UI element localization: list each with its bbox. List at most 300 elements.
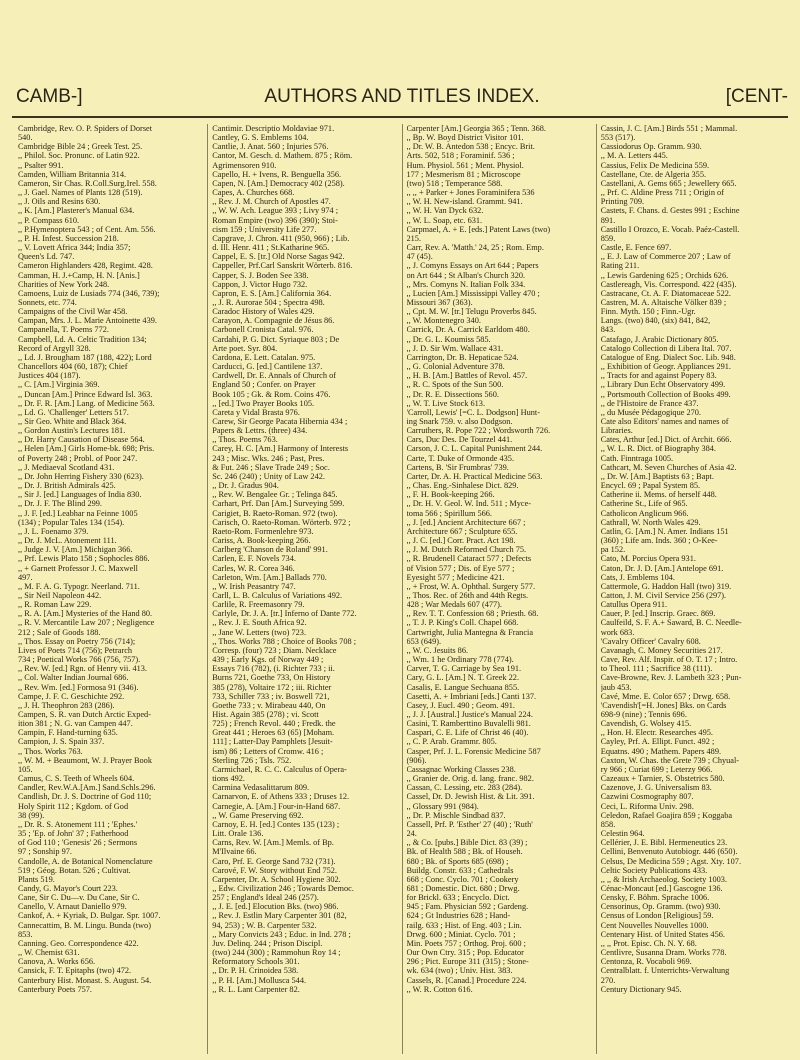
index-entry: ,, Dr. J. McL. Atonement 111.	[18, 536, 117, 546]
index-entry: ,, F. H. Book-keeping 266.	[406, 490, 495, 500]
index-entry: ,, W. Chemist 631.	[18, 948, 80, 958]
index-entry: ,, Rev. W. Bengalee Gr. ; Telinga 845.	[212, 490, 338, 500]
index-entry: ,, W. Montenegro 340.	[406, 316, 481, 326]
index-entry: Charities of New York 248.	[18, 279, 110, 289]
index-entry: Cate also Editors' names and names of	[600, 417, 729, 426]
index-entry: Censorinus, Op. Gramm. (two) 930.	[600, 902, 721, 912]
index-entry: Candy, G. Mayor's Court 223.	[18, 883, 118, 893]
index-entry: ,, Rev. J. Estlin Mary Carpenter 301 (82,	[212, 911, 347, 921]
index-entry: Capello, H. + Ivens, R. Benguella 356.	[212, 169, 342, 179]
index-entry: Castets, F. Chans. d. Gestes 991 ; Eschine	[600, 206, 740, 216]
index-entry: Carew, Sir George Pacata Hibernia 434 ;	[212, 417, 348, 426]
index-entry: ,, J. F. [ed.] Leabhar na Feinne 1005	[18, 508, 138, 518]
index-entry: ,, Jane W. Letters (two) 723.	[212, 627, 307, 637]
index-entry: Centlivre, Susanna Dram. Works 778.	[600, 948, 727, 958]
index-entry: 843.	[600, 325, 616, 335]
index-entry: ,, Sir J. [ed.] Languages of India 830.	[18, 490, 142, 500]
index-entry: d. Ill. Henr. 411 ; St.Katharine 965.	[212, 243, 330, 253]
index-entry: Carlen, E. F. Novels 734.	[212, 554, 296, 564]
index-entry: wk. 634 (two) ; Univ. Hist. 383.	[406, 966, 513, 976]
index-entry: ,, Duncan [Am.] Prince Edward Isl. 363.	[18, 389, 153, 399]
index-entry: Cansick, F. T. Epitaphs (two) 472.	[18, 966, 132, 976]
index-entry: Record of Argyll 328.	[18, 343, 91, 353]
index-entry: Campe, J. F. C. Geschichte 292.	[18, 691, 125, 701]
index-column-1	[14, 124, 207, 1054]
index-entry: 'Cavalry Officer' Cavalry 608.	[600, 636, 701, 646]
index-entry: ,, & Co. [pubs.] Bible Dict. 83 (39) ;	[406, 838, 528, 848]
index-entry: of Poverty 248 ; Probl. of Poor 247.	[18, 453, 138, 463]
index-entry: Cassan, C. Lessing, etc. 283 (284).	[406, 783, 523, 793]
index-entry: ,, Dr. J. British Admirals 425.	[18, 481, 116, 491]
index-entry: Carhart, Prf. Dan [Am.] Surveying 599.	[212, 499, 345, 509]
index-entry: Castren, M. A. Altaische Völker 839 ;	[600, 297, 727, 307]
index-entry: pa 152.	[600, 545, 626, 555]
index-entry: ,, Dr. W. [Am.] Baptists 63 ; Bapt.	[600, 471, 714, 481]
index-entry: Cassel, Dr. D. Jewish Hist. & Lit. 391.	[406, 792, 535, 802]
index-entry: Cauer, P. [ed.] Inscrip. Graec. 869.	[600, 609, 716, 619]
index-entry: 653 (649).	[406, 636, 442, 646]
index-entry: ,, Dr. P. Mischle Sindbad 837.	[406, 810, 506, 820]
index-entry: ,, R. C. Spots of the Sun 500.	[406, 380, 504, 390]
index-entry: ,, Dr. John Herring Fishery 330 (623).	[18, 471, 144, 481]
index-entry: ,, Prf. Lewis Plato 158 ; Sophocles 886.	[18, 554, 150, 564]
index-entry: ,, ,, + Parker + Jones Foraminifera 536	[406, 188, 535, 198]
index-entry: ,, Gordon Austin's Lectures 181.	[18, 426, 126, 436]
index-entry: 385 (278), Voltaire 172 ; iii. Richter	[212, 682, 332, 692]
index-entry: 257 ; England's Ideal 246 (257).	[212, 893, 319, 903]
index-entry: Our Own Ctry. 315 ; Pop. Educator	[406, 948, 524, 958]
index-entry: ,, Thos. Essay on Poetry 756 (714);	[18, 636, 136, 646]
index-entry: Bk. of Health 588 ; Bk. of Househ.	[406, 847, 523, 857]
index-entry: Carleton, Wm. [Am.] Ballads 770.	[212, 572, 327, 582]
index-entry: ,, Hon. H. Electr. Researches 495.	[600, 728, 713, 738]
index-entry: to Theol. 111 ; Sacrifice 38 (111).	[600, 664, 713, 674]
index-entry: ,, E. J. Law of Commerce 207 ; Law of	[600, 252, 731, 262]
index-entry: Rating 211.	[600, 261, 640, 271]
index-entry: Census of London [Religious] 59.	[600, 911, 714, 921]
index-entry: Celestin 964.	[600, 829, 645, 839]
index-entry: Catlin, G. [Am.] N. Amer. Indians 151	[600, 526, 729, 536]
index-entry: Finn. Myth. 150 ; Finn.-Ugr.	[600, 307, 696, 317]
index-entry: Burns 721, Goethe 733, On History	[212, 673, 331, 683]
index-entry: M'Ilvaine 66.	[212, 847, 257, 857]
index-entry: Campion, J. S. Spain 337.	[18, 737, 105, 747]
index-entry: ,, R. V. Mercantile Law 207 ; Negligence	[18, 618, 155, 628]
index-entry: ,, J. D. Sir Wm. Wallace 431.	[406, 343, 504, 353]
index-entry: Cardwell, Dr. E. Annals of Church of	[212, 371, 336, 381]
index-entry: railg. 633 ; Hist. of Eng. 403 ; Lin.	[406, 920, 522, 930]
index-entry: ,, Rev. W. [ed.] Rgn. of Henry vii. 413.	[18, 664, 147, 674]
index-entry: ,, Mrs. Comyns N. Italian Folk 334.	[406, 279, 526, 289]
index-entry: (134) ; Popular Tales 134 (154).	[18, 517, 125, 527]
index-entry: ,, + Garnett Professor J. C. Maxwell	[18, 563, 138, 573]
index-entry: 680 ; Bk. of Sports 685 (698) ;	[406, 856, 509, 866]
index-entry: 270.	[600, 975, 616, 985]
index-entry: ism) 86 ; Letters of Cromw. 416 ;	[212, 746, 324, 756]
index-entry: ,, J. E. [ed.] Elocution Bks. (two) 986.	[212, 902, 339, 912]
index-entry: ry 966 ; Curiat 699 ; Leterzy 966.	[600, 764, 713, 774]
index-entry: ,, Tracts for and against Popery 83.	[600, 371, 717, 381]
index-entry: 668 ; Conc. Cyclo. 701 ; Cookery	[406, 874, 519, 884]
index-entry: Cantor, M. Gesch. d. Mathem. 875 ; Röm.	[212, 151, 353, 161]
index-entry: Goethe 733 ; v. Mirabeau 440, On	[212, 700, 326, 710]
index-entry: Candler, Rev.W.A.[Am.] Sand.Schls.296.	[18, 783, 156, 793]
index-entry: ,, Dr. W. B. Antedon 538 ; Encyc. Brit.	[406, 142, 535, 152]
index-entry: Capes, A. Churches 668.	[212, 188, 295, 198]
index-entry: Sterling 726 ; Tsls. 752.	[212, 755, 292, 765]
index-entry: ,, V. Lovett Africa 344; India 357;	[18, 243, 131, 253]
index-entry: Encycl. 69 ; Papal System 85.	[600, 481, 701, 491]
index-entry: ,, Prf. C. Aldine Press 711 ; Origin of	[600, 188, 724, 198]
index-entry: Candlish, Dr. J. S. Doctrine of God 110;	[18, 792, 152, 802]
index-entry: Cankof, A. + Kyriak, D. Bulgar. Spr. 1007.	[18, 911, 161, 921]
index-entry: Carver, T. G. Carriage by Sea 191.	[406, 664, 522, 674]
index-entry: Cent Nouvelles Nouvelles 1000.	[600, 920, 709, 930]
index-entry: Cassagnac Working Classes 238.	[406, 764, 516, 774]
index-entry: Campaigns of the Civil War 458.	[18, 307, 128, 317]
index-entry: Campin, F. Hand-turning 635.	[18, 728, 118, 738]
index-entry: Campen, S. R. van Dutch Arctic Exped-	[18, 710, 151, 719]
index-entry: Capron, E. S. [Am.] California 364.	[212, 288, 332, 298]
index-entry: ,, W. C. Jesuits 86.	[406, 645, 469, 655]
index-entry: ,, Bp. W. Boyd District Visitor 101.	[406, 133, 524, 143]
index-entry: Arts. 502, 518 ; Foraminif. 536 ;	[406, 151, 515, 161]
index-entry: Holy Spirit 112 ; Kgdom. of God	[18, 801, 129, 811]
index-entry: Carové, F. W. Story without End 752.	[212, 865, 337, 875]
index-entry: ,, Thos. Poems 763.	[212, 435, 278, 445]
index-entry: toma 566 ; Spirillum 566.	[406, 508, 493, 518]
index-entry: Castellane, Cte. de Algeria 355.	[600, 169, 707, 179]
index-entry: 177 ; Mesmerism 81 ; Microscope	[406, 169, 521, 179]
index-entry: Great 441 ; Heroes 63 (65) [Moham.	[212, 728, 335, 738]
index-entry: ,, H. B. [Am.] Battles of Revol. 457.	[406, 371, 528, 381]
index-entry: 439 ; Early Kgs. of Norway 449 ;	[212, 655, 324, 665]
index-entry: ,, R. Roman Law 229.	[18, 600, 92, 610]
index-entry: Catalogue of Eng. Dialect Soc. Lib. 948.	[600, 352, 736, 362]
index-entry: ,, Chas. Eng.-Sinhalese Dict. 829.	[406, 481, 519, 491]
index-entry: Min. Poets 757 ; Orthog. Proj. 600 ;	[406, 938, 526, 948]
index-entry: Carruthers, R. Pope 722 ; Wordsworth 726.	[406, 426, 551, 436]
index-entry: ,, J. Gael. Names of Plants 128 (519).	[18, 188, 143, 198]
index-entry: ,, W. R. Cotton 616.	[406, 984, 473, 994]
index-entry: ,, Judge J. V. [Am.] Michigan 366.	[18, 545, 133, 555]
index-entry: 858.	[600, 819, 616, 829]
index-entry: ,, Thos. Works 788 ; Choice of Books 708 ;	[212, 636, 357, 646]
index-entry: Carmichael, R. C. C. Calculus of Opera-	[212, 764, 347, 774]
index-entry: ,, Edw. Civilization 246 ; Towards Democ.	[212, 883, 354, 893]
index-entry: 540.	[18, 133, 33, 143]
index-entry: tions 492.	[212, 774, 245, 784]
index-entry: Celsus, De Medicina 559 ; Agst. Xty. 107.	[600, 856, 742, 866]
index-entry: ,, M. F. A. G. Typogr. Neerland. 711.	[18, 581, 140, 591]
index-entry: Careta y Vidal Brasta 976.	[212, 407, 300, 417]
index-entry: Plants 519.	[18, 874, 55, 884]
index-entry: Carll, L. B. Calculus of Variations 492.	[212, 590, 343, 600]
index-entry: Cattermole, G. Haddon Hall (two) 319.	[600, 581, 732, 591]
index-entry: Canterbury Poets 757.	[18, 984, 92, 994]
index-entry: ,, Glossary 991 (984).	[406, 801, 479, 811]
index-entry: Casper, Prf. J. L. Forensic Medicine 587	[406, 746, 541, 756]
index-entry: Cambridge, Rev. O. P. Spiders of Dorset	[18, 124, 153, 133]
index-entry: 519 ; Géog. Botan. 526 ; Cultivat.	[18, 865, 131, 875]
index-entry: 733, Schiller 733 ; iv. Boswell 721,	[212, 691, 330, 701]
header-right-range: [CENT-	[725, 86, 788, 107]
index-entry: Canova, A. Works 656.	[18, 957, 96, 967]
index-entry: Carles, W. R. Corea 346.	[212, 563, 295, 573]
index-entry: Cave-Browne, Rev. J. Lambeth 323 ; Pun-	[600, 673, 742, 683]
index-entry: Carrington, Dr. B. Hepaticae 524.	[406, 352, 519, 362]
index-entry: Centonza, R. Vocaboli 969.	[600, 957, 692, 967]
index-entry: Capen, N. [Am.] Democracy 402 (258).	[212, 178, 345, 188]
index-entry: Carlberg 'Chanson de Roland' 991.	[212, 545, 328, 555]
index-entry: 94, 253) ; W. B. Carpenter 532.	[212, 920, 317, 930]
index-entry: ,, [ed.] Two Prayer Books 105.	[212, 398, 315, 408]
index-entry: Carpenter, Dr. A. School Hygiene 302.	[212, 874, 341, 884]
index-entry: Cassell, Prf. P. 'Esther' 27 (40) ; 'Ruth'	[406, 819, 533, 829]
index-entry: Cappeller, Prf.Carl Sanskrit Wörterb. 816.	[212, 261, 353, 271]
index-entry: Buildg. Constr. 633 ; Cathedrals	[406, 865, 514, 875]
index-entry: ,, Ld. G. 'Challenger' Letters 517.	[18, 407, 129, 417]
index-entry: ,, W. H. Van Dyck 632.	[406, 206, 484, 216]
index-entry: Carpenter [Am.] Georgia 365 ; Tenn. 368.	[406, 124, 546, 133]
index-entry: Carisch, O. Raeto-Roman. Wörterb. 972 ;	[212, 517, 351, 527]
index-entry: ition 381 ; N. G. van Campen 447.	[18, 719, 133, 729]
index-entry: Cane, Sir C. Du—v. Du Cane, Sir C.	[18, 893, 140, 903]
index-entry: Candolle, A. de Botanical Nomenclature	[18, 856, 153, 866]
index-entry: ,, P. H. [Am.] Mollusca 544.	[212, 975, 307, 985]
index-entry: ,, J. Comyns Essays on Art 644 ; Papers	[406, 261, 539, 271]
index-entry: Roman Empire (two) 396 (390); Stoi-	[212, 215, 338, 225]
index-entry: Cavé, Mme. E. Color 657 ; Drwg. 658.	[600, 691, 731, 701]
index-entry: ,, ,, Prot. Episc. Ch. N. Y. 68.	[600, 938, 697, 948]
index-entry: 97 ; Sonship 97.	[18, 847, 72, 857]
index-entry: 243 ; Misc. Wks. 246 ; Past, Pres.	[212, 453, 325, 463]
index-entry: Langs. (two) 840, (six) 841, 842,	[600, 316, 711, 326]
index-entry: ,, J. [ed.] Ancient Architecture 667 ;	[406, 517, 526, 527]
index-entry: Castillo I Orozco, E. Vocab. Paéz-Castell.	[600, 224, 740, 234]
index-entry: Cantlie, J. Anat. 560 ; Injuries 576.	[212, 142, 329, 152]
index-entry: Cats, J. Emblems 104.	[600, 572, 675, 582]
index-entry: ,, W. T. Live Stock 613.	[406, 398, 486, 408]
index-entry: Campanella, T. Poems 772.	[18, 325, 109, 335]
index-entry: Century Dictionary 945.	[600, 984, 682, 994]
index-entry: Carpmael, A. + E. [eds.] Patent Laws (two)	[406, 224, 551, 234]
index-entry: cism 159 ; University Life 277.	[212, 224, 317, 234]
index-column-3	[402, 124, 596, 1054]
index-entry: Ceci, L. Riforma Univ. 298.	[600, 801, 694, 811]
index-entry: ,, Rev. J. M. Church of Apostles 47.	[212, 197, 331, 207]
index-entry: Catton, J. M. Civil Service 256 (297).	[600, 590, 727, 600]
index-entry: Celtic Society Publications 433.	[600, 865, 708, 875]
index-entry: Queen's Ld. 747.	[18, 252, 75, 262]
index-entry: Caulfeild, S. F. A.+ Saward, B. C. Needle-	[600, 618, 742, 628]
index-entry: Cartwright, Julia Mantegna & Francia	[406, 627, 533, 637]
index-entry: 38 (99).	[18, 810, 45, 820]
index-entry: Castle, E. Fence 697.	[600, 243, 672, 253]
index-entry: Capper, S. J. Boden See 338.	[212, 270, 309, 280]
index-entry: Caton, Dr. J. D. [Am.] Antelope 691.	[600, 563, 724, 573]
index-entry: Architecture 667 ; Sculpture 655.	[406, 526, 518, 536]
index-entry: Carbonell Cronista Catal. 976.	[212, 325, 314, 335]
index-column-4	[596, 124, 790, 1054]
index-entry: ,, W. W. Ach. League 393 ; Livy 974 ;	[212, 206, 339, 216]
index-entry: Cato, M. Porcius Opera 931.	[600, 554, 696, 564]
index-entry: 553 (517).	[600, 133, 636, 143]
index-entry: (two) 518 ; Temperance 588.	[406, 178, 503, 188]
index-entry: 945 ; Fam. Physician 592 ; Gardeng.	[406, 902, 529, 912]
index-entry: 624 ; Gt Industries 628 ; Hand-	[406, 911, 511, 921]
index-entry: ,, J. H. Theophron 283 (286).	[18, 700, 115, 710]
index-entry: 725) ; French Revol. 440 ; Fredk. the	[212, 719, 336, 729]
index-entry: ,, M. A. Letters 445.	[600, 151, 668, 161]
index-entry: Hum. Physiol. 561 ; Ment. Physiol.	[406, 160, 524, 170]
index-entry: Cates, Arthur [ed.] Dict. of Archit. 666.	[600, 435, 732, 445]
index-entry: ,, Dr. H. V. Geol. W. Ind. 511 ; Myce-	[406, 499, 532, 509]
index-entry: ,, Col. Walter Indian Journal 686.	[18, 673, 129, 683]
index-entry: Catherine ii. Mems. of herself 448.	[600, 490, 717, 500]
index-entry: of Vision 577 ; Dis. of Eye 577 ;	[406, 563, 515, 573]
index-entry: ,, Philol. Soc. Pronunc. of Latin 922.	[18, 151, 140, 161]
index-entry: ,, Library Dun Echt Observatory 499.	[600, 380, 726, 390]
index-entry: ,, + Frost, W. A. Ophthal. Surgery 577.	[406, 581, 536, 591]
index-entry: Castracane, Ct. A. F. Diatomaceae 522.	[600, 288, 731, 298]
index-entry: Essays 716 (782), (i. Richter 733 ; ii.	[212, 664, 335, 674]
index-entry: Camman, H. J.+Camp, H. N. [Anis.]	[18, 270, 140, 280]
index-entry: Carr, Rev. A. 'Matth.' 24, 25 ; Rom. Emp.	[406, 243, 544, 253]
index-entry: Cambridge Bible 24 ; Greek Test. 25.	[18, 142, 143, 152]
page-header	[16, 78, 788, 112]
index-entry: Equatns. 490 ; Mathem. Papers 489.	[600, 746, 722, 756]
index-entry: Carson, J. C. L. Capital Punishment 244.	[406, 444, 543, 454]
index-entry: Celedon, Rafael Goajira 859 ; Koggaba	[600, 810, 733, 820]
index-entry: Carrick, Dr. A. Carrick Earldom 480.	[406, 325, 530, 335]
index-entry: 24.	[406, 829, 417, 839]
index-entry: ,, Dr. Harry Causation of Disease 564.	[18, 435, 145, 445]
index-entry: Cannecattim, B. M. Lingu. Bunda (two)	[18, 920, 151, 930]
index-entry: Cartens, B. 'Sir Frumbras' 739.	[406, 462, 509, 472]
index-entry: jaub 453.	[600, 682, 632, 692]
index-entry: 47 (45).	[406, 252, 433, 262]
index-entry: Cappel, E. S. [tr.] Old Norse Sagas 942.	[212, 252, 345, 262]
index-entry: 35 ; 'Ep. of John' 37 ; Fatherhood	[18, 829, 129, 839]
index-entry: Arte poet. Syr. 804.	[212, 343, 278, 353]
index-entry: ,, Thos. Rec. of 26th and 44th Regts.	[406, 590, 529, 600]
index-entry: Canterbury Hist. Monast. S. August. 54.	[18, 975, 152, 985]
index-entry: ,, R. L. Lant Carpenter 82.	[212, 984, 300, 994]
index-entry: Cardona, E. Lett. Catalan. 975.	[212, 352, 316, 362]
header-rule	[12, 116, 788, 118]
index-entry: Campan, Mrs. J. L. Marie Antoinette 439.	[18, 316, 157, 326]
index-entry: ,, Exhibition of Geogr. Appliances 291.	[600, 362, 731, 372]
index-entry: Cary, G. L. [Am.] N. T. Greek 22.	[406, 673, 520, 683]
index-column-2	[207, 124, 401, 1054]
index-entry: Raeto-Rom. Formenlehre 973.	[212, 526, 314, 536]
index-entry: ,, J. M. Dutch Reformed Church 75.	[406, 545, 527, 555]
index-entry: 212 ; Sale of Goods 188.	[18, 627, 101, 637]
index-entry: ,, Dr. J. Gradus 904.	[212, 481, 279, 491]
index-entry: of God 110 ; 'Genesis' 26 ; Sermons	[18, 838, 138, 848]
index-entry: 734 ; Poetical Works 766 (756, 757).	[18, 655, 141, 665]
index-entry: ,, W. L. Soap, etc. 631.	[406, 215, 483, 225]
index-entry: 853.	[18, 929, 33, 939]
index-entry: Caradoc History of Wales 429.	[212, 307, 315, 317]
index-entry: Camden, William Britannia 314.	[18, 169, 127, 179]
index-entry: ,, W. Game Preserving 692.	[212, 810, 304, 820]
index-entry: ,, Sir Neil Napoleon 442.	[18, 590, 102, 600]
index-entry: ,, Dr. J. F. The Blind 299.	[18, 499, 103, 509]
index-entry: Cameron Highlanders 428, Regimt. 428.	[18, 261, 153, 271]
index-entry: Missouri 367 (363).	[406, 297, 473, 307]
index-entry: Carlyle, Dr. J. A. [tr.] Inferno of Dante 772.	[212, 609, 357, 619]
index-columns	[14, 124, 790, 1054]
index-entry: Cellini, Benvenuto Autobiogr. 446 (650).	[600, 847, 738, 857]
index-entry: Cassius, Felix De Medicina 559.	[600, 160, 710, 170]
index-entry: ,, W. Irish Peasantry 747.	[212, 581, 296, 591]
index-entry: ,, du Musée Pédagogique 270.	[600, 407, 701, 417]
index-entry: Carey, H. C. [Am.] Harmony of Interests	[212, 444, 349, 454]
index-entry: for Brickl. 633 ; Encyclo. Dict.	[406, 893, 510, 903]
index-entry: 296 ; Pict. Europe 311 (315) ; Stone-	[406, 957, 529, 967]
index-entry: Agrimensoren 910.	[212, 160, 277, 170]
index-entry: Catalogo Collection di Libera Ital. 707.	[600, 343, 732, 353]
index-entry: Catherine St., Life of 965.	[600, 499, 688, 509]
index-entry: ,, de l'Histoire de France 437.	[600, 398, 699, 408]
index-entry: (906).	[406, 755, 427, 765]
index-entry: Caspari, C. E. Life of Christ 46 (40).	[406, 728, 529, 738]
index-entry: Castlereagh, Vis. Correspond. 422 (435).	[600, 279, 737, 289]
index-entry: Chancellors 404 (60, 187); Chief	[18, 362, 128, 372]
index-entry: Cappon, J. Victor Hugo 732.	[212, 279, 308, 289]
index-entry: ,, Dr. G. L. Koumiss 585.	[406, 334, 491, 344]
index-entry: Hist. Again 385 (278) ; vi. Scott	[212, 710, 319, 719]
index-entry: Cave, Rev. Alf. Inspir. of O. T. 17 ; Intro.	[600, 655, 738, 665]
index-entry: Cars, Duc Des. De Tourzel 441.	[406, 435, 513, 445]
index-entry: Cayley, Prf. A. Ellipt. Funct. 492 ;	[600, 737, 715, 747]
index-entry: 891.	[600, 215, 616, 225]
index-entry: Cathrall, W. North Wales 429.	[600, 517, 701, 527]
index-entry: work 683.	[600, 627, 635, 637]
index-entry: Reformatory Schools 301.	[212, 957, 300, 967]
index-entry: Corresp. (four) 723 ; Diam. Necklace	[212, 645, 337, 655]
index-entry: & Fut. 246 ; Slave Trade 249 ; Soc.	[212, 462, 330, 472]
index-entry: Papers & Lettrs. (three) 434.	[212, 426, 308, 436]
index-entry: Carte, T. Duke of Ormonde 435.	[406, 453, 515, 463]
index-entry: Cellérier, J. E. Bibl. Hermeneutics 23.	[600, 838, 728, 848]
index-entry: ,, Psalter 991.	[18, 160, 64, 170]
index-entry: Cath. Finntraga 1005.	[600, 453, 674, 463]
index-entry: ,, R. Brudenell Cataract 577 ; Defects	[406, 554, 532, 564]
index-entry: England 50 ; Confer. on Prayer	[212, 380, 316, 390]
index-entry: Catholicon Anglicum 966.	[600, 508, 689, 518]
index-entry: ,, J. C. [ed.] Corr. Pract. Act 198.	[406, 536, 516, 546]
index-entry: Campbell, Ld. A. Celtic Tradition 134;	[18, 334, 147, 344]
index-entry: ,, Helen [Am.] Girls Home-bk. 698; Pris.	[18, 444, 155, 454]
index-entry: Catullus Opera 911.	[600, 600, 668, 610]
index-entry: Carayon, A. Compagnie de Jésus 86.	[212, 316, 335, 326]
index-entry: Caro, Prf. E. George Sand 732 (731).	[212, 856, 336, 866]
index-entry: Cavendish, G. Wolsey 415.	[600, 719, 692, 729]
index-entry: Cariss, A. Book-keeping 266.	[212, 536, 311, 546]
index-entry: Book 105 ; Gk. & Rom. Coins 476.	[212, 389, 331, 399]
index-entry: Carmina Vedasalittarum 809.	[212, 783, 310, 793]
index-entry: ,, J. Oils and Resins 630.	[18, 197, 101, 207]
index-entry: ,, W. M. + Beaumont, W. J. Prayer Book	[18, 755, 152, 765]
index-entry: ,, T. J. P. King's Coll. Chapel 668.	[406, 618, 519, 628]
index-entry: 105.	[18, 764, 33, 774]
index-entry: Casetti, A. + Imbriani [eds.] Canti 137.	[406, 691, 537, 701]
index-entry: Cazenove, J. G. Universalism 83.	[600, 783, 712, 793]
index-entry: Cantimir. Descriptio Moldaviae 971.	[212, 124, 335, 133]
